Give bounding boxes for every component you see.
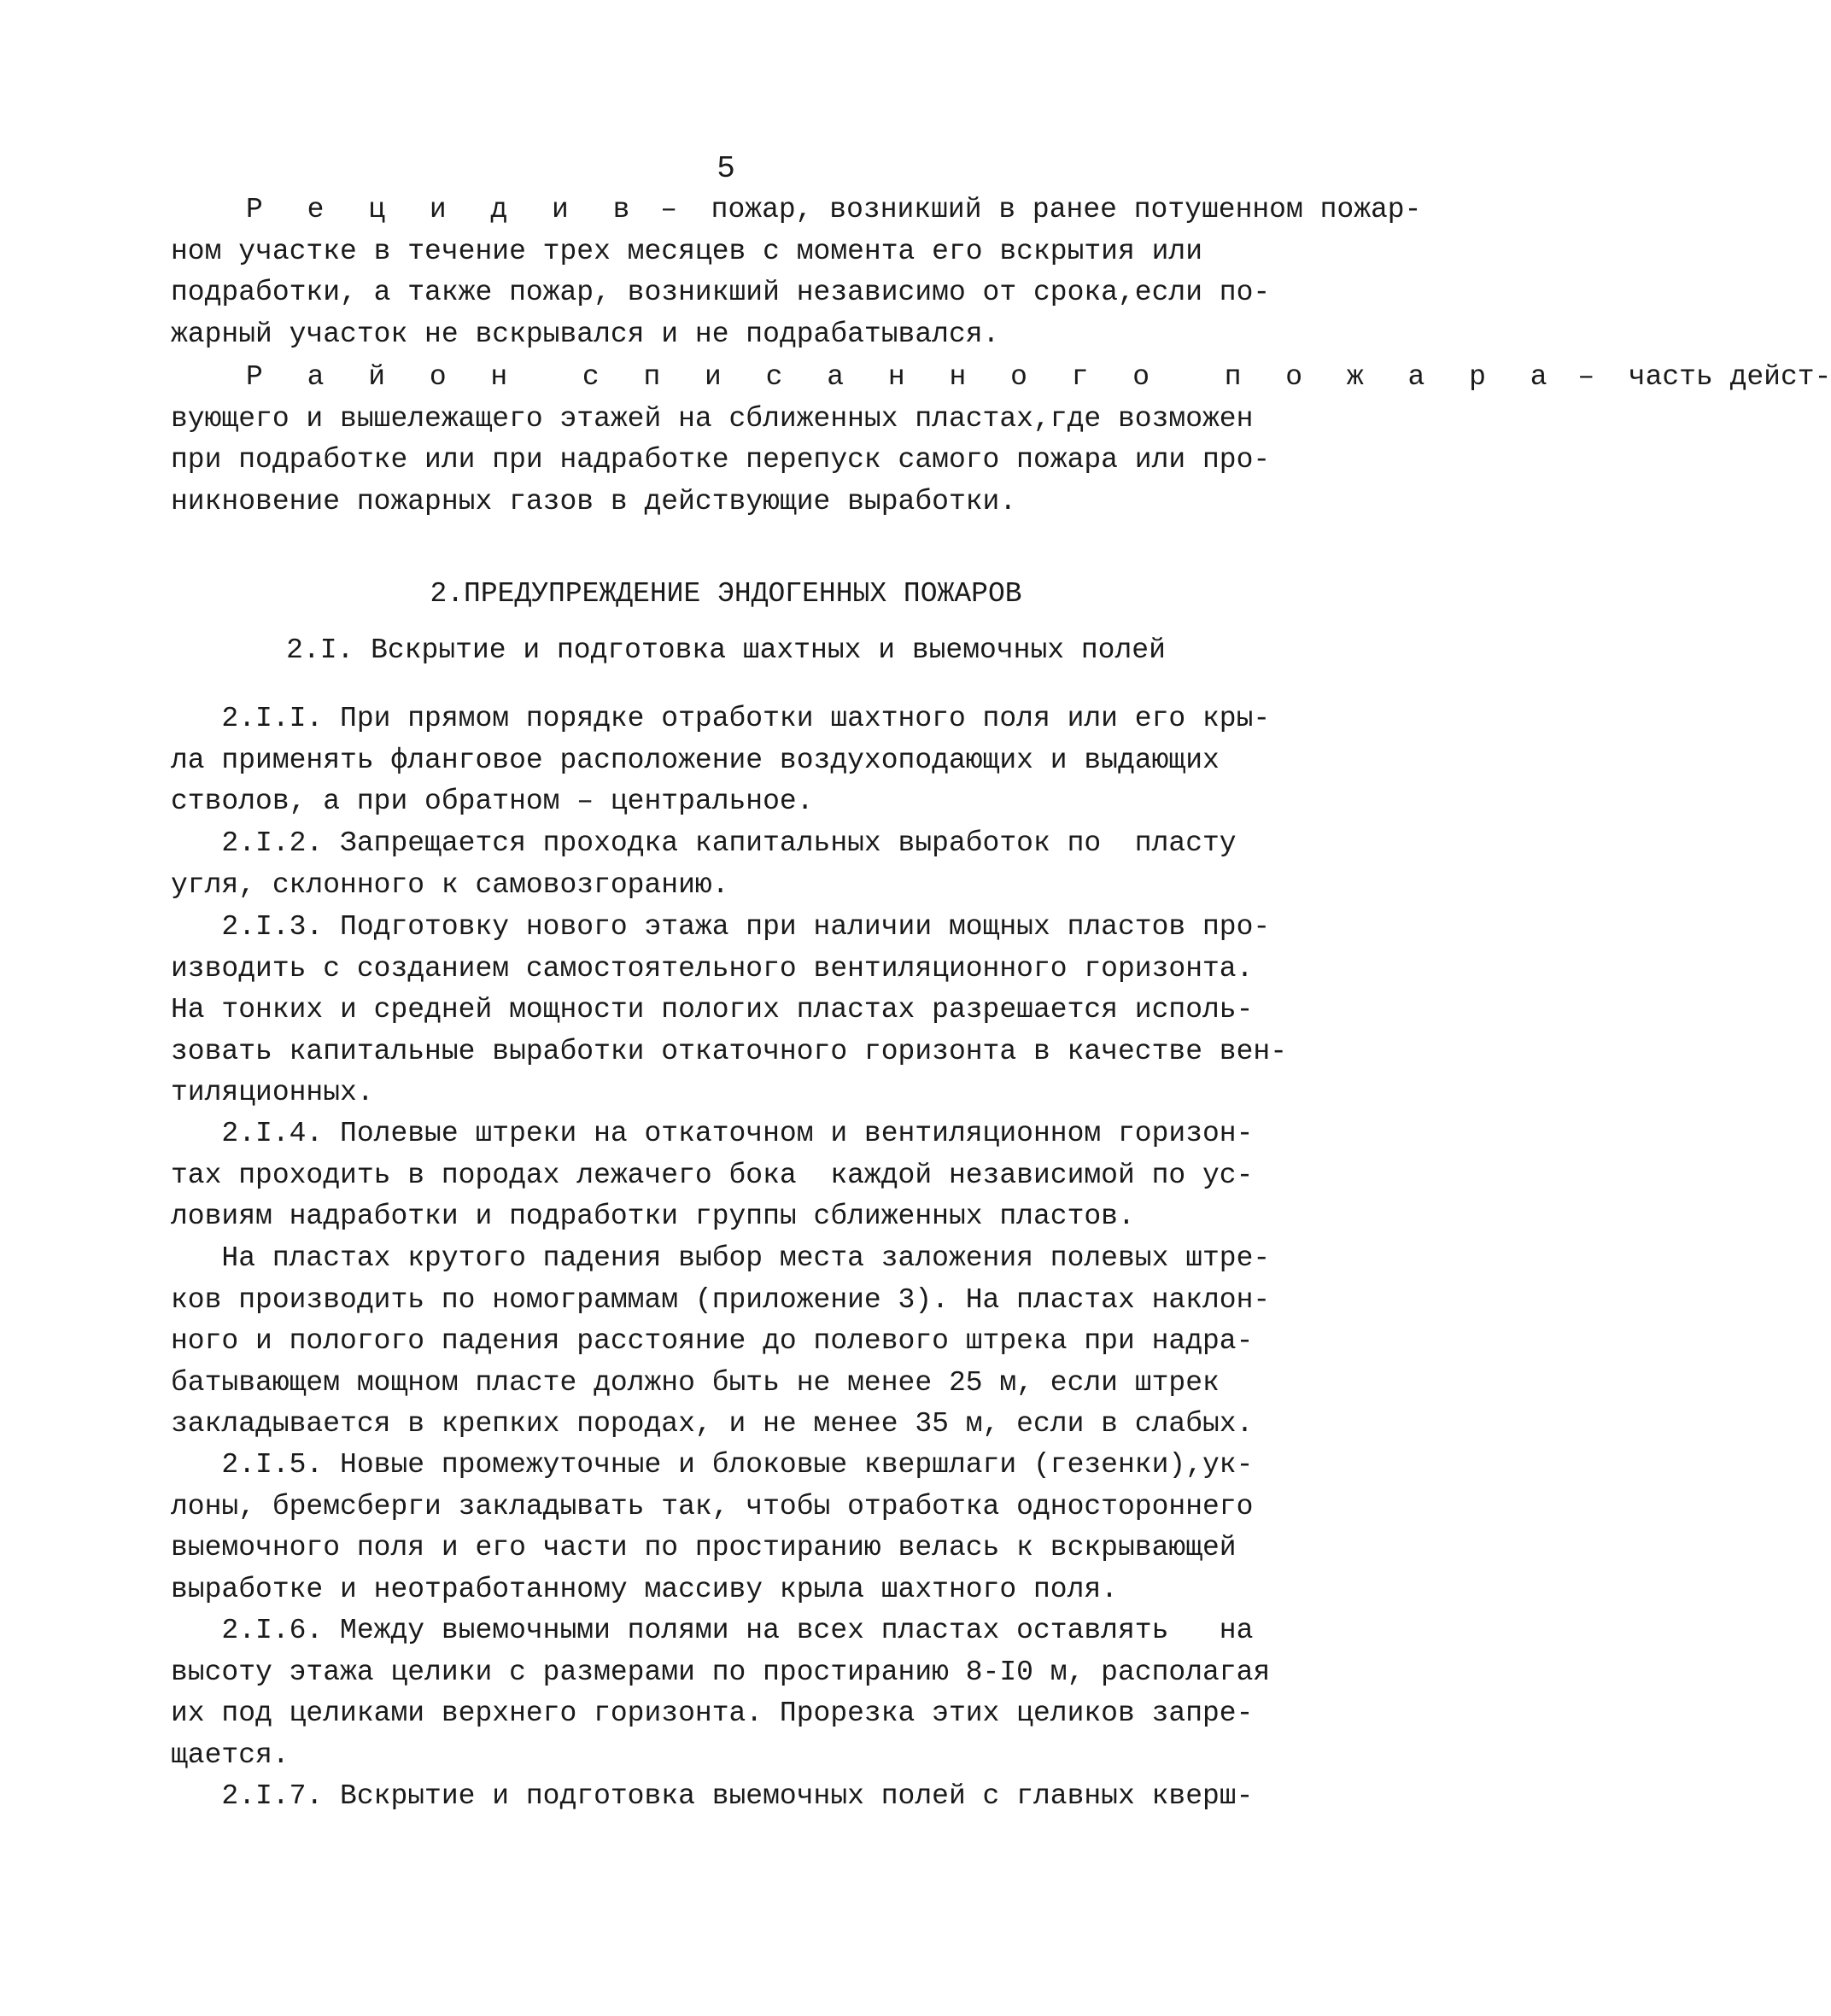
- definition-line: при подработке или при надработке перепуск самого пожара или про-: [171, 444, 1271, 476]
- paragraph-steep-seams: [171, 1238, 1281, 1446]
- paragraph-2-1-3: [171, 907, 1288, 1114]
- paragraph-line: выработке и неотработанному массиву крыла шахтного поля.: [171, 1573, 1118, 1605]
- paragraph-line: 2.I.4. Полевые штреки на откаточном и вентиляционном горизон-: [171, 1118, 1254, 1149]
- paragraph-line: На пластах крутого падения выбор места заложения полевых штре-: [171, 1242, 1271, 1274]
- paragraph-line: тиляционных.: [171, 1077, 374, 1108]
- paragraph-line: На тонких и средней мощности пологих пластах разрешается исполь-: [171, 994, 1254, 1026]
- definition-line: никновение пожарных газов в действующие выработки.: [171, 485, 1017, 517]
- paragraph-line: ного и пологого падения расстояние до полевого штрека при надра-: [171, 1325, 1254, 1357]
- definition-line: подработки, а также пожар, возникший независимо от срока,если по-: [171, 277, 1271, 308]
- definition-line: – пожар, возникший в ранее потушенном пожар-: [643, 194, 1422, 225]
- paragraph-line: их под целиками верхнего горизонта. Прорезка этих целиков запре-: [171, 1698, 1254, 1729]
- paragraph-line: изводить с созданием самостоятельного вентиляционного горизонта.: [171, 952, 1254, 985]
- paragraph-line: угля, склонного к самовозгоранию.: [171, 868, 729, 901]
- paragraph-line: высоту этажа целики с размерами по простиранию 8-I0 м, располагая: [171, 1656, 1271, 1688]
- paragraph-line: ков производить по номограммам (приложение 3). На пластах наклон-: [171, 1283, 1271, 1316]
- definition-line: вующего и вышележащего этажей на сближенных пластах,где возможен: [171, 402, 1254, 435]
- paragraph-2-1-2: [171, 823, 1281, 906]
- definition-recidiv: [171, 190, 1422, 355]
- paragraph-line: щается.: [171, 1738, 290, 1771]
- paragraph-line: 2.I.5. Новые промежуточные и блоковые квершлаги (гезенки),ук-: [171, 1449, 1254, 1481]
- paragraph-line: зовать капитальные выработки откаточного горизонта в качестве вен-: [171, 1035, 1288, 1067]
- paragraph-line: 2.I.7. Вскрытие и подготовка выемочных полей с главных кверш-: [171, 1780, 1254, 1812]
- section-title: 2.ПРЕДУПРЕЖДЕНИЕ ЭНДОГЕННЫХ ПОЖАРОВ: [430, 578, 1022, 610]
- paragraph-line: 2.I.2. Запрещается проходка капитальных выработок по пласту: [171, 827, 1237, 859]
- paragraph-2-1-5: [171, 1445, 1281, 1610]
- definition-line: ном участке в течение трех месяцев с момента его вскрытия или: [171, 235, 1202, 267]
- paragraph-line: закладывается в крепких породах, и не менее 35 м, если в слабых.: [171, 1408, 1254, 1440]
- subsection-title: 2.I. Вскрытие и подготовка шахтных и выемочных полей: [286, 634, 1166, 666]
- paragraph-2-1-6: [171, 1610, 1281, 1776]
- paragraph-line: выемочного поля и его части по простиранию велась к вскрывающей: [171, 1532, 1237, 1563]
- paragraph-2-1-1: [171, 698, 1281, 823]
- paragraph-line: ловиям надработки и подработки группы сближенных пластов.: [171, 1201, 1135, 1232]
- definition-line: жарный участок не вскрывался и не подрабатывался.: [171, 318, 1000, 350]
- paragraph-line: 2.I.6. Между выемочными полями на всех пластах оставлять на: [171, 1615, 1254, 1646]
- paragraph-line: 2.I.I. При прямом порядке отработки шахтного поля или его кры-: [171, 703, 1271, 734]
- paragraph-line: стволов, а при обратном – центральное.: [171, 786, 814, 817]
- definition-line: – часть дейст-: [1560, 361, 1831, 393]
- definition-term: Р а й о н с п и с а н н о г о п о ж а р а: [246, 361, 1561, 393]
- definition-term: Р е ц и д и в: [246, 194, 644, 225]
- paragraph-2-1-4: [171, 1113, 1281, 1238]
- paragraph-line: ла применять фланговое расположение воздухоподающих и выдающих: [171, 744, 1220, 776]
- page-number: 5: [717, 151, 735, 186]
- paragraph-2-1-7: [171, 1776, 1281, 1818]
- paragraph-line: батывающем мощном пласте должно быть не менее 25 м, если штрек: [171, 1366, 1220, 1399]
- paragraph-line: тах проходить в породах лежачего бока каждой независимой по ус-: [171, 1159, 1254, 1191]
- paragraph-line: 2.I.3. Подготовку нового этажа при наличии мощных пластов про-: [171, 911, 1271, 943]
- definition-written-off-fire-area: [171, 357, 1831, 523]
- paragraph-line: лоны, бремсберги закладывать так, чтобы отработка одностороннего: [171, 1490, 1254, 1522]
